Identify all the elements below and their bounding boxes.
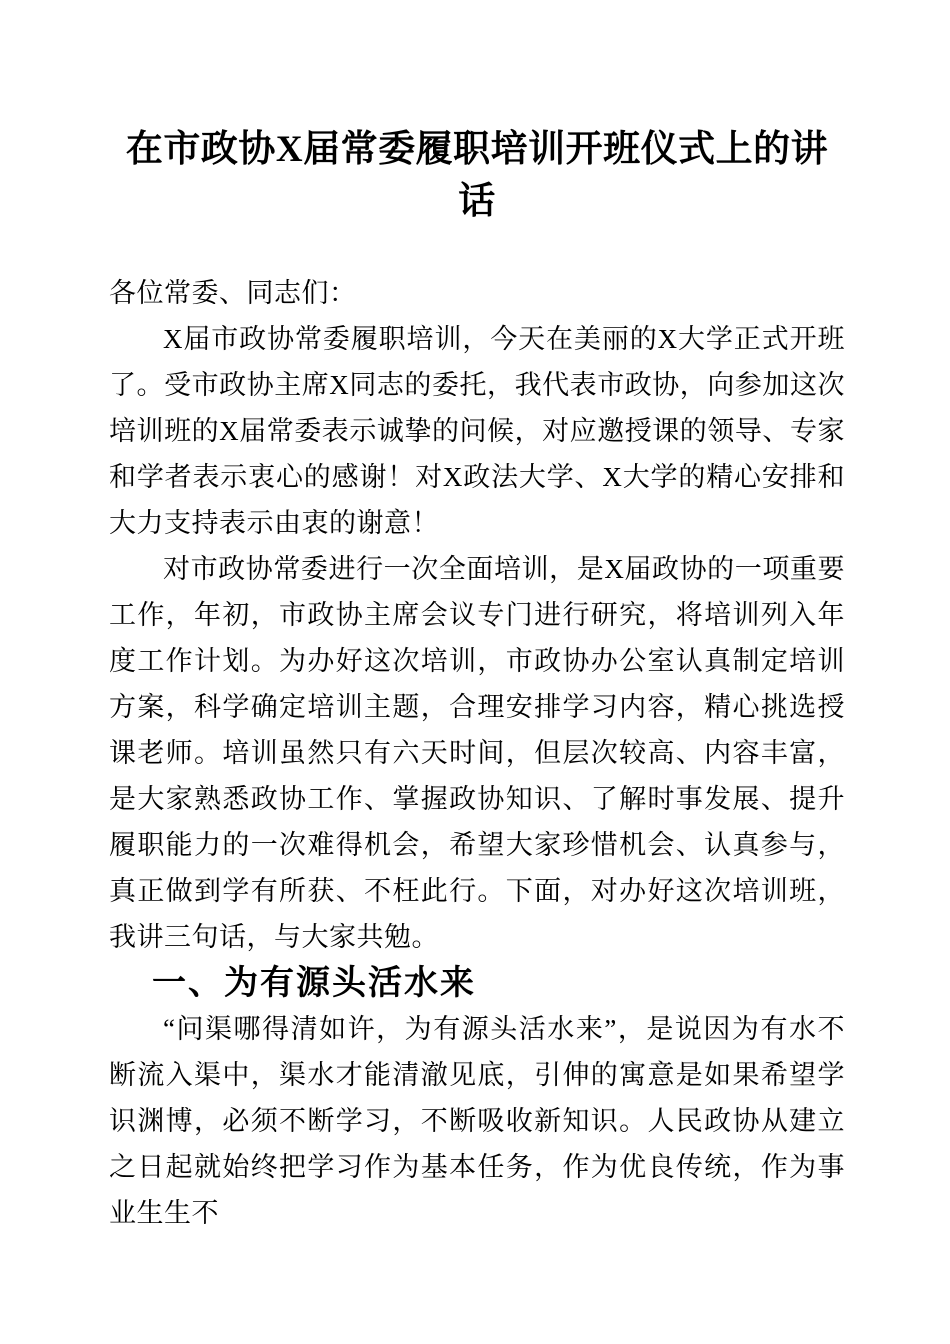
section-heading-1: 一、为有源头活水来 [152, 964, 476, 1002]
salutation-line: 各位常委、同志们： [109, 278, 357, 308]
document-title: 在市政协X届常委履职培训开班仪式上的讲话 [125, 129, 829, 222]
paragraph-training-overview: 对市政协常委进行一次全面培训，是X届政协的一项重要工作，年初，市政协主席会议专门进行研究，将培训列入年度工作计划。为办好这次培训，市政协办公室认真制定培训方案，科学确定培训主题，合理安排学习内容，精心挑选授课老师。培训虽然只有六天时间，但层次较高、内容丰富，是大家熟悉政协工作、掌握政协知识、了解时事发展、提升履职能力的一次难得机会，希望大家珍惜机会、认真参与，真正做到学有所获、不枉此行。下面，对办好这次培训班，我讲三句话，与大家共勉。 [109, 554, 845, 952]
paragraph-section1-body: “问渠哪得清如许，为有源头活水来”，是说因为有水不断流入渠中，渠水才能清澈见底，引伸的寓意是如果希望学识渊博，必须不断学习，不断吸收新知识。人民政协从建立之日起就始终把学习作为基本任务，作为优良传统，作为事业生生不 [109, 1014, 845, 1228]
paragraph-opening: X届市政协常委履职培训，今天在美丽的X大学正式开班了。受市政协主席X同志的委托，我代表市政协，向参加这次培训班的X届常委表示诚挚的问候，对应邀授课的领导、专家和学者表示衷心的感谢！对X政法大学、X大学的精心安排和大力支持表示由衷的谢意！ [109, 324, 845, 538]
